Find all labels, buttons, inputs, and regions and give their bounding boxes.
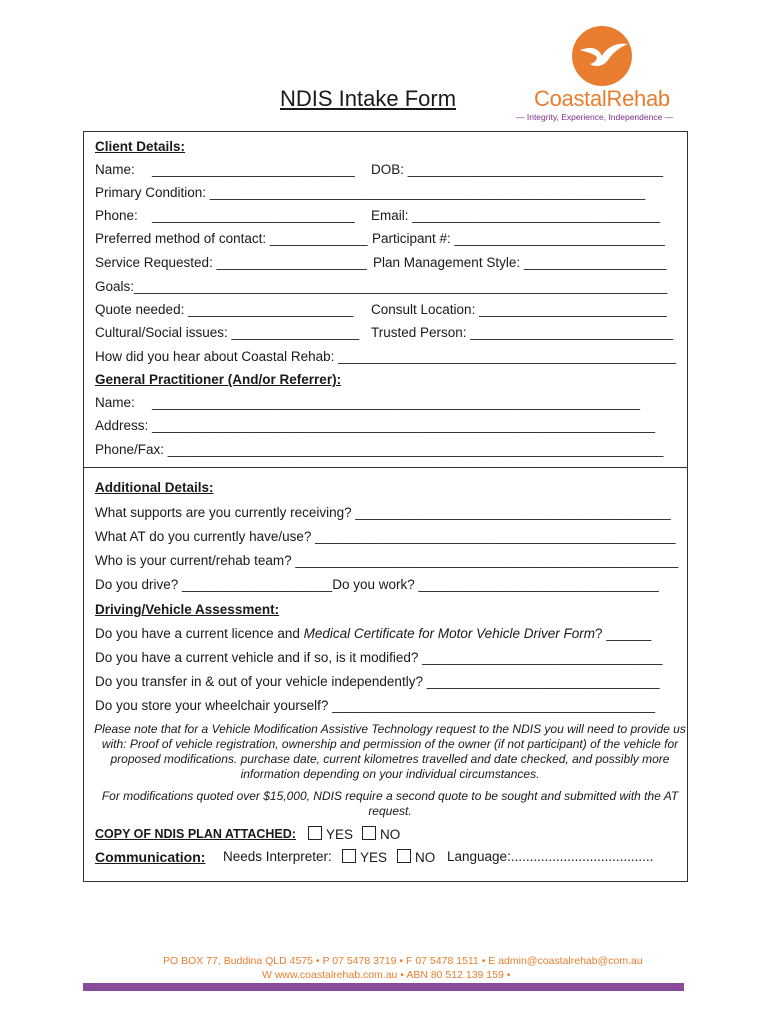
footer-web-abn: W www.coastalrehab.com.au • ABN 80 512 139 159 • [262,969,511,981]
plan-yes-checkbox[interactable] [308,826,322,840]
footer-bar [83,983,684,991]
name-label: Name: [95,162,135,177]
drive-work-field[interactable]: Do you drive? ____________________Do you work? ________________________________ [95,577,659,592]
rehab-team-field[interactable]: Who is your current/rehab team? ___________________________________________________ [95,553,679,568]
driving-heading: Driving/Vehicle Assessment: [95,602,280,617]
quote-needed-field[interactable]: Quote needed: ______________________ [95,302,354,317]
client-details-heading: Client Details: [95,139,186,154]
medical-certificate-text: Medical Certificate for Motor Vehicle Driver Form [303,626,595,641]
assistive-technology-field[interactable]: What AT do you currently have/use? ________________________________________________ [95,529,676,544]
wheelchair-field[interactable]: Do you store your wheelchair yourself? ___________________________________________ [95,698,655,713]
language-field[interactable]: Language:...................................... [447,849,654,864]
interpreter-no-label: NO [415,850,436,865]
brand-tagline: — Integrity, Experience, Independence — [516,112,674,122]
interpreter-no-option[interactable] [397,849,435,866]
plan-no-label: NO [380,827,401,842]
gp-address-field[interactable]: Address: ___________________________________________________________________ [95,418,656,433]
interpreter-yes-label: YES [360,850,388,865]
second-quote-note: For modifications quoted over $15,000, NDIS require a second quote to be sought and submitted with the AT request. [101,789,679,818]
licence-question[interactable] [95,626,651,642]
name-field[interactable]: ___________________________ [152,162,355,177]
plan-attached-label: COPY OF NDIS PLAN ATTACHED: [95,827,296,841]
gp-heading: General Practitioner (And/or Referrer): [95,372,342,387]
communication-label: Communication: [95,849,206,865]
interpreter-yes-option[interactable] [342,849,387,866]
licence-blank: ? ______ [594,626,652,641]
bird-logo-icon [572,26,632,86]
trusted-person-field[interactable]: Trusted Person: ___________________________ [371,325,674,340]
interpreter-no-checkbox[interactable] [397,849,411,863]
transfer-field[interactable]: Do you transfer in & out of your vehicle independently? _______________________________ [95,674,660,689]
brand-name: CoastalRehab [534,86,670,111]
additional-details-heading: Additional Details: [95,480,214,495]
licence-text: Do you have a current licence and [95,626,304,641]
gp-phone-fax-field[interactable]: Phone/Fax: __________________________________________________________________ [95,442,664,457]
interpreter-yes-checkbox[interactable] [342,849,356,863]
hear-about-field[interactable]: How did you hear about Coastal Rehab: _____________________________________________ [95,349,677,364]
cultural-social-field[interactable]: Cultural/Social issues: _________________ [95,325,360,340]
gp-name-field[interactable]: _________________________________________________________________ [152,395,641,410]
supports-field[interactable]: What supports are you currently receiving? __________________________________________ [95,505,671,520]
plan-management-style-field[interactable]: Plan Management Style: ___________________ [373,255,667,270]
coastal-rehab-logo [516,26,686,126]
plan-no-checkbox[interactable] [362,826,376,840]
goals-field[interactable]: Goals:_______________________________________________________________________ [95,279,668,294]
plan-yes-option[interactable] [308,826,353,843]
primary-condition-field[interactable]: Primary Condition: __________________________________________________________ [95,185,646,200]
vehicle-modification-note: Please note that for a Vehicle Modification Assistive Technology request to the NDIS you will need to provide us with: Proof of vehicle registration, ownership and permission of the owner (if not participant) of the vehicle for proposed modifications. purchase date, current kilometres travelled and date checked, and possibly more information depending on your individual circumstances. [94,722,686,781]
gp-name-label: Name: [95,395,135,410]
footer-contact: PO BOX 77, Buddina QLD 4575 • P 07 5478 3719 • F 07 5478 1511 • E admin@coastalrehab@com.au [163,955,643,967]
plan-yes-label: YES [326,827,354,842]
service-requested-field[interactable]: Service Requested: ____________________ [95,255,367,270]
participant-number-field[interactable]: Participant #: ____________________________ [372,231,665,246]
interpreter-label: Needs Interpreter: [223,849,332,864]
phone-field[interactable]: ___________________________ [152,208,355,223]
email-field[interactable]: Email: _________________________________ [371,208,661,223]
phone-label: Phone: [95,208,138,223]
page-title: NDIS Intake Form [280,86,457,111]
vehicle-modified-field[interactable]: Do you have a current vehicle and if so, is it modified? ________________________________ [95,650,663,665]
preferred-contact-field[interactable]: Preferred method of contact: _____________ [95,231,368,246]
plan-no-option[interactable] [362,826,400,843]
dob-field[interactable]: DOB: __________________________________ [371,162,664,177]
consult-location-field[interactable]: Consult Location: _________________________ [371,302,667,317]
